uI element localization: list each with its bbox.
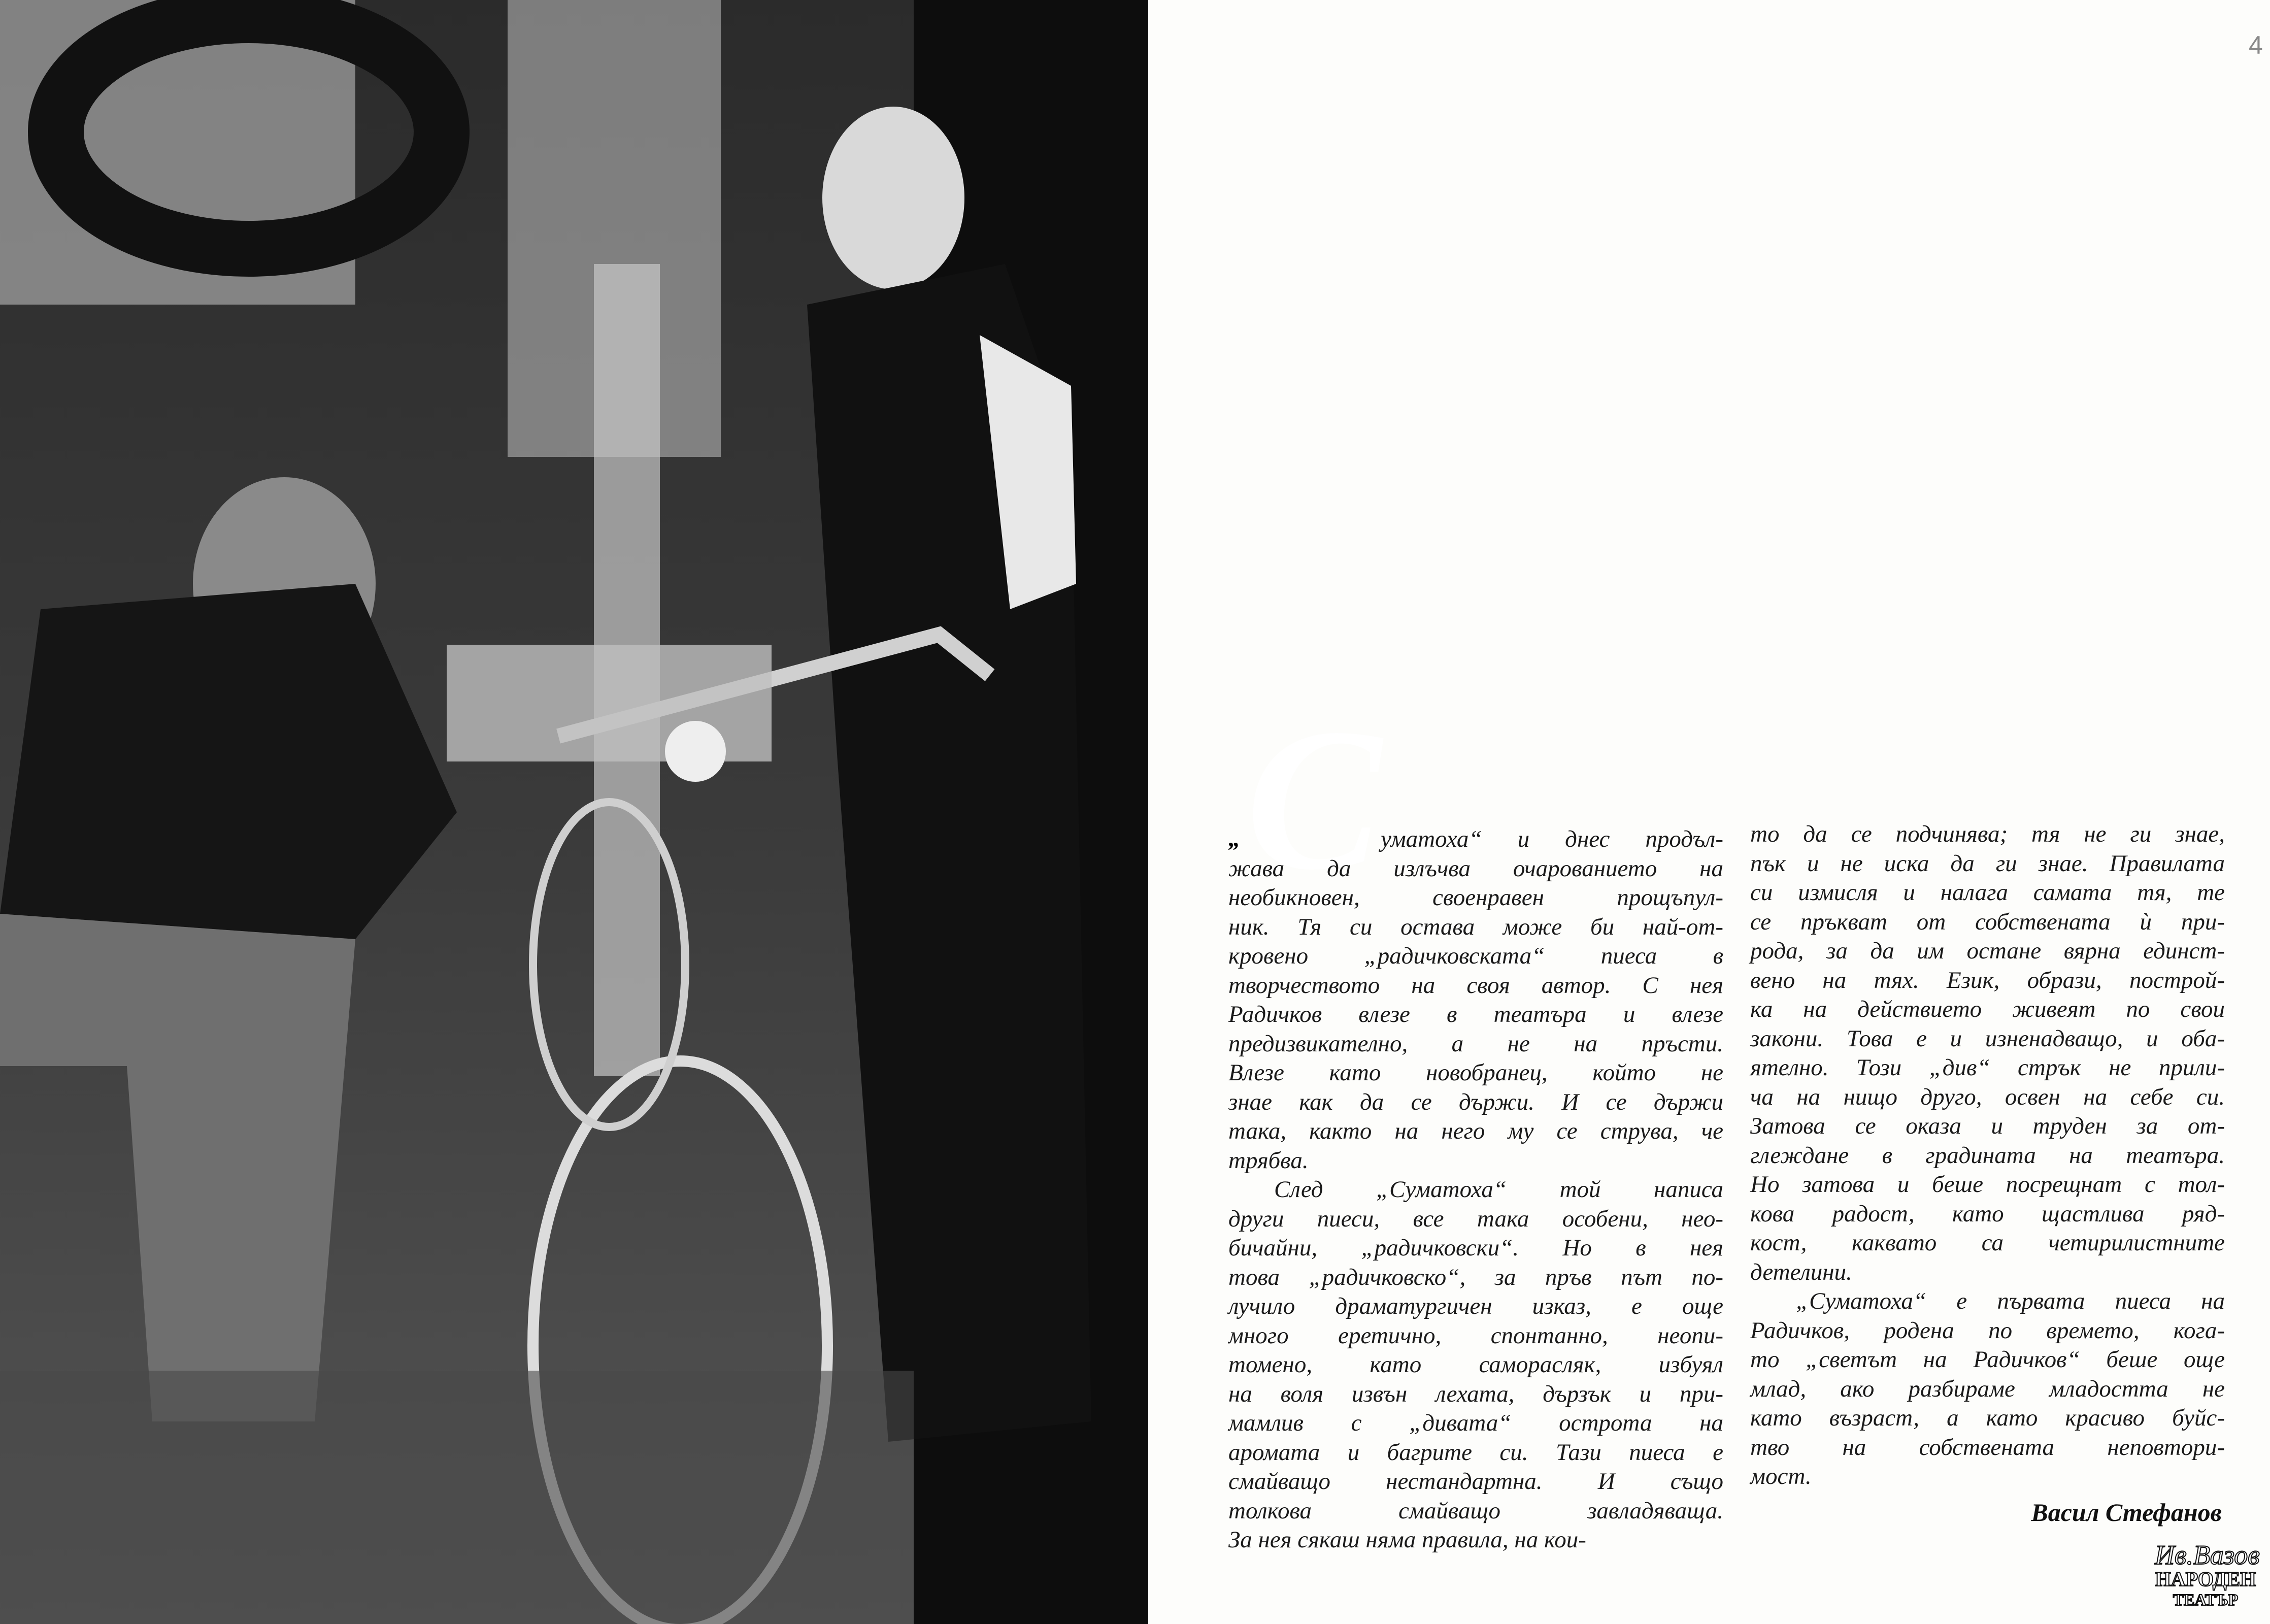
opening-quote: „ [1228,825,1241,852]
text-line: кост, каквато са четирилистните [1750,1230,2225,1256]
logo-line-1: НАРОДЕН [2155,1568,2256,1590]
text-line: млад, ако разбираме младостта не [1750,1375,2225,1402]
text-line: други пиеси, все така особени, нео- [1228,1205,1723,1232]
text-line: аромата и багрите си. Тази пиеса е [1228,1439,1723,1466]
text-line: кровено „радичковската“ пиеса в [1228,943,1723,969]
text-line: Влезе като новобранец, който не [1228,1059,1723,1086]
text-line: бичайни, „радичковски“. Но в нея [1228,1235,1723,1261]
text-line: Радичков, родена по времето, кога- [1750,1317,2225,1344]
text-line: След „Суматоха“ той написа [1274,1176,1723,1203]
text-line: много еретично, спонтанно, неопи- [1228,1322,1723,1349]
author-signature: Васил Стефанов [2031,1498,2222,1527]
text-line: томено, като саморасляк, избуял [1228,1351,1723,1378]
text-line: „Суматоха“ е първата пиеса на [1796,1288,2225,1314]
text-line: пък и не иска да ги знае. Правилата [1750,850,2225,877]
text-line: то „светът на Радичков“ беше още [1750,1346,2225,1373]
text-line: рода, за да им остане вярна единст- [1750,938,2225,964]
text-line: то да се подчинява; тя не ги знае, [1750,821,2225,847]
text-line: уматоха“ и днес продъл- [1381,826,1723,852]
text-line: лучило драматургичен изказ, е още [1228,1293,1723,1319]
text-line: на воля извън лехата, дързък и при- [1228,1380,1723,1407]
text-line: знае как да се държи. И се държи [1228,1088,1723,1115]
logo-line-2: ТЕАТЪР [2173,1590,2239,1609]
text-line: закони. Това е и изненадващо, и оба- [1750,1025,2225,1052]
text-line: ник. Тя си остава може би най-от- [1228,913,1723,940]
text-line: детелини. [1750,1258,1852,1285]
page-mark: 4 [2249,31,2263,59]
text-line: кова радост, като щастлива ряд- [1750,1200,2225,1227]
text-line: творчеството на своя автор. С нея [1228,972,1723,999]
text-line: Но затова и беше посрещнат с тол- [1750,1171,2225,1198]
drop-cap: С [1246,687,1382,912]
text-line: тво на собствената неповтори- [1750,1434,2225,1461]
text-line: ка на действието живеят по свои [1750,996,2225,1022]
text-line: мамлив с „дивата“ острота на [1228,1410,1723,1436]
text-line: необикновен, своенравен прощъпул- [1228,884,1723,911]
text-line: предизвикателно, а не на пръсти. [1228,1030,1723,1057]
text-line: трябва. [1228,1147,1309,1174]
text-line: се пръкват от собствената ѝ при- [1750,908,2225,935]
text-line: мост. [1750,1463,1812,1489]
logo-script: Ив.Вазов [2155,1540,2260,1570]
text-line: Радичков влезе в театъра и влезе [1228,1001,1723,1028]
text-line: толкова смайващо завладяваща. [1228,1497,1723,1524]
text-line: За нея сякаш няма правила, на кои- [1228,1527,1586,1553]
text-line: това „радичковско“, за пръв път по- [1228,1264,1723,1290]
text-line: вено на тях. Език, образи, построй- [1750,967,2225,993]
text-line: Затова се оказа и труден за от- [1750,1113,2225,1139]
article-column-2 [1750,820,2225,1492]
text-line: ча на нищо друго, освен на себе си. [1750,1083,2225,1110]
text-line: така, както на него му се струва, че [1228,1118,1723,1144]
article-column-1 [1228,825,1723,1555]
text-line: жава да излъчва очарованието на [1228,855,1723,882]
text-line: като възраст, а като красиво буйс- [1750,1405,2225,1431]
text-line: смайващо нестандартна. И също [1228,1468,1723,1495]
national-theatre-logo [2155,1540,2260,1617]
text-line: ятелно. Този „див“ стрък не прили- [1750,1054,2225,1081]
text-line: си измисля и налага самата тя, те [1750,879,2225,906]
text-line: глеждане в градината на театъра. [1750,1142,2225,1169]
